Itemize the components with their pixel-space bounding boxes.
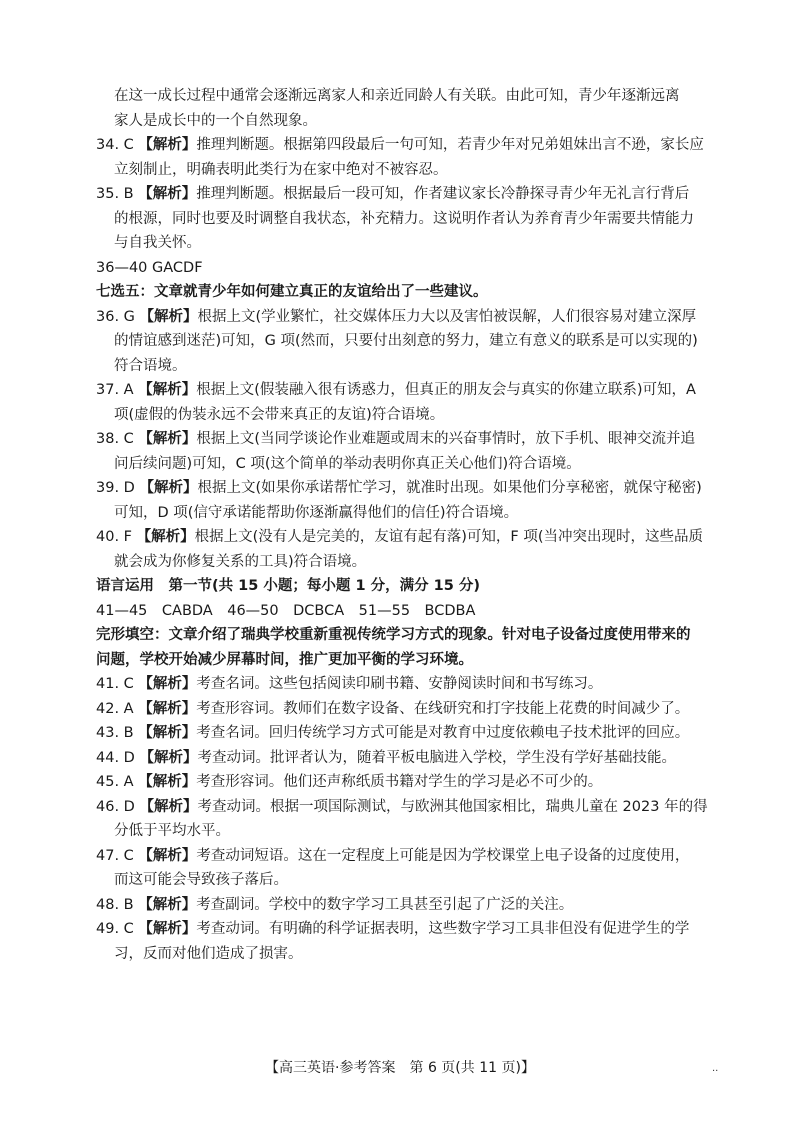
text-line: 在这一成长过程中通常会逐渐远离家人和亲近同龄人有关联。由此可知，青少年逐渐远离 [114,88,680,104]
page-footer: 【高三英语·参考答案 第 6 页(共 11 页)】 [265,1060,535,1076]
text-line: 立刻制止，明确表明此类行为在家中绝对不被容忍。 [114,161,448,178]
text-line: 习，反而对他们造成了损害。 [114,945,303,962]
text-line: 问后续问题)可知，C 项(这个简单的举动表明你真正关心他们)符合语境。 [114,455,581,472]
analysis-tag: 【解析】 [138,700,197,717]
text-line: 符合语境。 [114,357,187,374]
text-line: 与自我关怀。 [114,235,201,251]
analysis-tag: 【解析】 [139,798,198,815]
text-line: 家人是成长中的一个自然现象。 [114,112,317,129]
text-line: 而这可能会导致孩子落后。 [114,872,288,888]
analysis-tag: 【解析】 [138,186,197,202]
text-line: 37. A 【解析】根据上文(假装融入很有诱惑力，但真正的朋友会与真实的你建立联系)可知，A [96,382,696,398]
text-line: 38. C 【解析】根据上文(当同学谈论作业难题或周末的兴奋事情时，放下手机、眼神交流并追 [96,431,696,447]
section-heading-line: 完形填空：文章介绍了瑞典学校重新重视传统学习方式的现象。针对电子设备过度使用带来的 [96,627,691,643]
text-line: 35. B 【解析】推理判断题。根据最后一段可知，作者建议家长冷静探寻青少年无礼言行背后 [96,186,690,202]
text-line: 47. C 【解析】考查动词短语。这在一定程度上可能是因为学校课堂上电子设备的过度使用， [96,847,690,864]
answer-key-body [96,84,724,966]
text-line: 可知，D 项(信守承诺能帮助你逐渐赢得他们的信任)符合语境。 [114,504,519,521]
text-line: 40. F 【解析】根据上文(没有人是完美的，友谊有起有落)可知，F 项(当冲突出现时，这些品质 [96,529,704,545]
analysis-tag: 【解析】 [138,431,197,447]
text-line: 43. B 【解析】考查名词。回归传统学习方式可能是对教育中过度依赖电子技术批评的回应。 [96,725,690,741]
text-line: 36. G 【解析】根据上文(学业繁忙，社交媒体压力大以及害怕被误解，人们很容易对建立深厚 [96,308,697,325]
text-line: 41. C 【解析】考查名词。这些包括阅读印刷书籍、安静阅读时间和书写练习。 [96,676,603,692]
analysis-tag: 【解析】 [138,774,197,790]
analysis-tag: 【解析】 [139,749,198,766]
section-heading-line: 问题，学校开始减少屏幕时间，推广更加平衡的学习环境。 [96,651,473,668]
analysis-tag: 【解析】 [138,137,197,153]
text-line: 42. A 【解析】考查形容词。教师们在数字设备、在线研究和打字技能上花费的时间减少了。 [96,700,690,717]
analysis-tag: 【解析】 [138,382,197,398]
analysis-tag: 【解析】 [136,529,195,545]
text-line: 45. A 【解析】考查形容词。他们还声称纸质书籍对学生的学习是必不可少的。 [96,774,603,790]
text-line: 的根源，同时也要及时调整自我状态，补充精力。这说明作者认为养育青少年需要共情能力 [114,210,694,227]
analysis-tag: 【解析】 [138,921,197,937]
text-line: 项(虚假的伪装永远不会带来真正的友谊)符合语境。 [114,406,445,423]
analysis-tag: 【解析】 [138,896,197,913]
text-line: 分低于平均水平。 [114,823,230,839]
corner-mark: ·· [712,1066,719,1077]
text-line: 41—45 CABDA 46—50 DCBCA 51—55 BCDBA [96,602,476,619]
text-line: 49. C 【解析】考查动词。有明确的科学证据表明，这些数字学习工具非但没有促进学生的学 [96,921,690,937]
section-heading-line: 七选五：文章就青少年如何建立真正的友谊给出了一些建议。 [96,284,488,300]
analysis-tag: 【解析】 [138,725,197,741]
analysis-tag: 【解析】 [138,847,197,864]
analysis-tag: 【解析】 [139,480,198,496]
text-line: 34. C 【解析】推理判断题。根据第四段最后一句可知，若青少年对兄弟姐妹出言不逊，家长应 [96,137,704,153]
analysis-tag: 【解析】 [139,308,198,325]
text-line: 就会成为你修复关系的工具)符合语境。 [114,553,367,570]
text-line: 36—40 GACDF [96,259,203,276]
analysis-tag: 【解析】 [138,676,197,692]
text-line: 46. D 【解析】考查动词。根据一项国际测试，与欧洲其他国家相比，瑞典儿童在 2023 年的得 [96,798,708,815]
text-line: 48. B 【解析】考查副词。学校中的数字学习工具甚至引起了广泛的关注。 [96,896,574,913]
text-line: 44. D 【解析】考查动词。批评者认为，随着平板电脑进入学校，学生没有学好基础技能。 [96,749,676,766]
text-line: 的情谊感到迷茫)可知，G 项(然而，只要付出刻意的努力，建立有意义的联系是可以实现的) [114,333,698,349]
text-line: 39. D 【解析】根据上文(如果你承诺帮忙学习，就准时出现。如果他们分享秘密，就保守秘密) [96,480,702,496]
section-heading-line: 语言运用 第一节(共 15 小题；每小题 1 分，满分 15 分) [96,578,480,594]
